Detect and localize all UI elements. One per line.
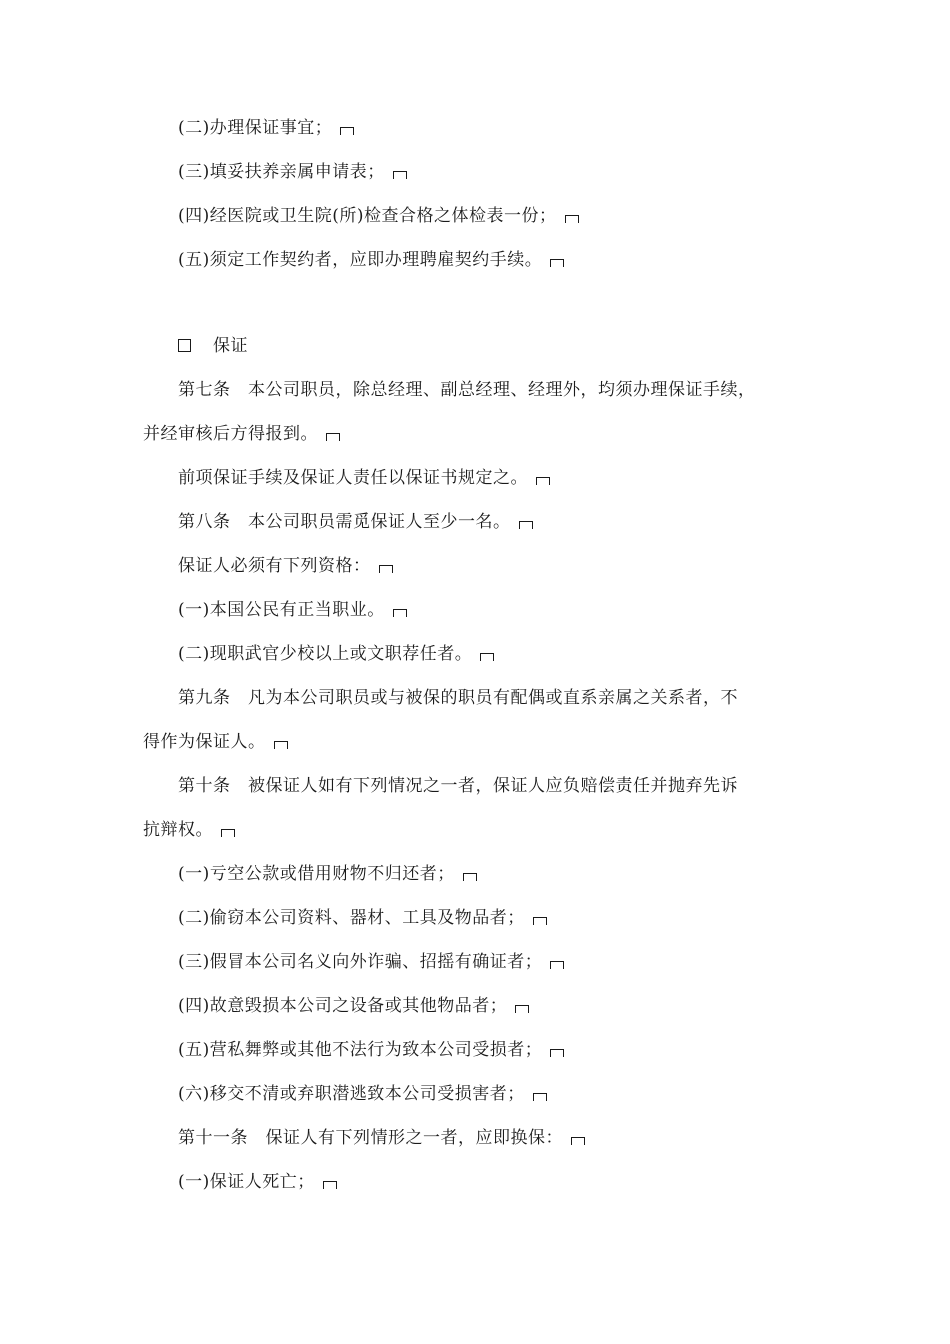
text-line: (三)假冒本公司名义向外诈骗、招摇有确证者； [0,950,950,974]
text-line: (五)须定工作契约者，应即办理聘雇契约手续。 [0,248,950,272]
paragraph-mark-icon [379,565,393,573]
paragraph-mark-icon [550,961,564,969]
text-line: (二)偷窃本公司资料、器材、工具及物品者； [0,906,950,930]
paragraph-mark-icon [274,741,288,749]
article-8: 第八条 本公司职员需觅保证人至少一名。 [0,510,950,534]
text-line: (二)现职武官少校以上或文职荐任者。 [0,642,950,666]
text-line: 保证人必须有下列资格： [0,554,950,578]
text-line: (五)营私舞弊或其他不法行为致本公司受损者； [0,1038,950,1062]
text-line: (三)填妥扶养亲属申请表； [0,160,950,184]
paragraph-mark-icon [393,609,407,617]
article-11: 第十一条 保证人有下列情形之一者，应即换保： [0,1126,950,1150]
paragraph-mark-icon [565,215,579,223]
paragraph-mark-icon [536,477,550,485]
text-line: (四)经医院或卫生院(所)检查合格之体检表一份； [0,204,950,228]
paragraph-mark-icon [221,829,235,837]
article-9-cont: 得作为保证人。 [0,730,950,754]
text-line: (一)亏空公款或借用财物不归还者； [0,862,950,886]
paragraph-mark-icon [519,521,533,529]
section-heading: 保证 [0,334,950,358]
paragraph-mark-icon [550,259,564,267]
paragraph-mark-icon [323,1181,337,1189]
paragraph-mark-icon [393,171,407,179]
paragraph-mark-icon [533,917,547,925]
article-7: 第七条 本公司职员，除总经理、副总经理、经理外，均须办理保证手续， [178,380,756,400]
paragraph-mark-icon [515,1005,529,1013]
article-9: 第九条 凡为本公司职员或与被保的职员有配偶或直系亲属之关系者，不 [178,688,738,708]
text-line: (六)移交不清或弃职潜逃致本公司受损害者； [0,1082,950,1106]
paragraph-mark-icon [480,653,494,661]
text-line: (一)本国公民有正当职业。 [0,598,950,622]
article-10: 第十条 被保证人如有下列情况之一者，保证人应负赔偿责任并抛弃先诉 [178,776,738,796]
paragraph-mark-icon [550,1049,564,1057]
article-7-cont: 并经审核后方得报到。 [0,422,950,446]
paragraph-mark-icon [533,1093,547,1101]
checkbox-square-icon [178,339,191,352]
article-10-cont: 抗辩权。 [0,818,950,842]
paragraph-mark-icon [463,873,477,881]
text-line: 前项保证手续及保证人责任以保证书规定之。 [0,466,950,490]
text-line: (一)保证人死亡； [0,1170,950,1194]
text-line: (四)故意毁损本公司之设备或其他物品者； [0,994,950,1018]
text-line: (二)办理保证事宜； [0,116,950,140]
paragraph-mark-icon [340,127,354,135]
paragraph-mark-icon [571,1137,585,1145]
paragraph-mark-icon [326,433,340,441]
